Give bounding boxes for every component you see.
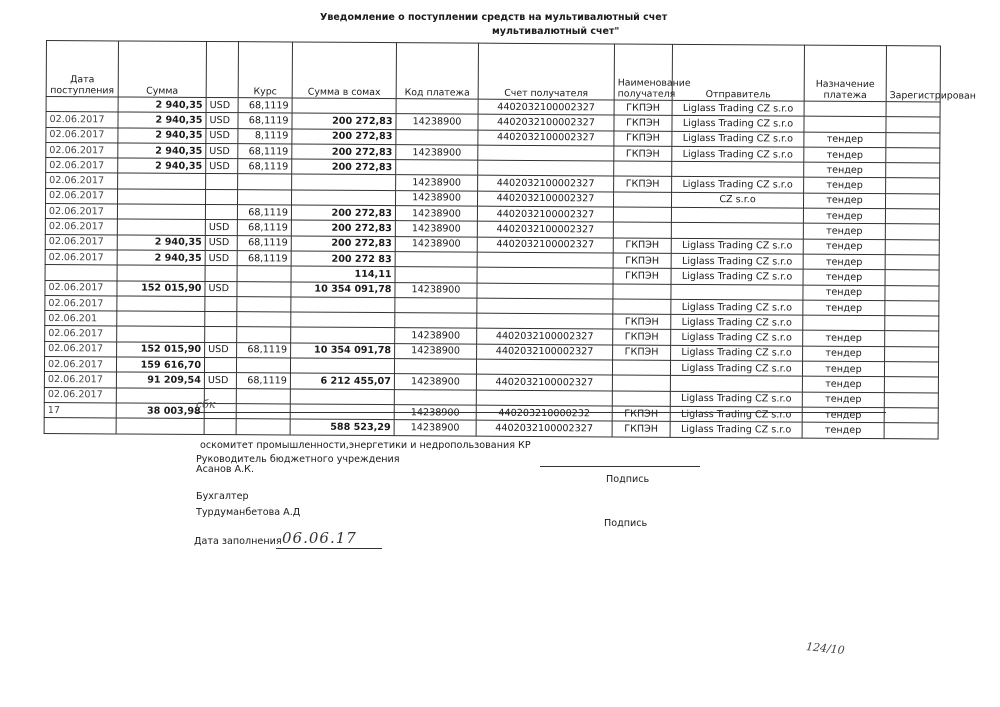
cell-date: 02.06.2017: [46, 127, 118, 143]
cell-amount: [117, 189, 205, 205]
column-header: Наименование получателя: [614, 44, 672, 100]
cell-purpose: тендер: [802, 407, 884, 423]
cell-payment-code: [396, 160, 478, 176]
cell-recipient-name: ГКПЭН: [614, 100, 672, 116]
cell-sum-som: [290, 358, 394, 374]
fill-date-value: 06.06.17: [282, 529, 357, 547]
column-header: Зарегистрирован: [886, 46, 940, 102]
cell-registered: [885, 331, 939, 347]
cell-recipient-name: ГКПЭН: [614, 115, 672, 131]
cell-sum-som: [291, 312, 395, 328]
cell-currency: USD: [205, 342, 237, 357]
cell-recipient-name: [613, 284, 671, 300]
cell-recipient-account: 4402032100002327: [476, 420, 612, 436]
cell-sum-som: 200 272,83: [292, 129, 396, 145]
cell-currency: USD: [205, 235, 237, 250]
column-header: Счет получателя: [478, 43, 614, 100]
cell-amount: 2 940,35: [118, 97, 206, 113]
cell-sender: Liglass Trading CZ s.r.o: [671, 330, 803, 346]
head-signature-label: Подпись: [606, 474, 650, 485]
cell-rate: [237, 327, 291, 343]
cell-rate: 68,1119: [236, 373, 290, 389]
cell-registered: [885, 300, 939, 316]
cell-purpose: тендер: [803, 224, 885, 240]
cell-sender: Liglass Trading CZ s.r.o: [671, 253, 803, 269]
cell-rate: 68,1119: [238, 144, 292, 160]
cell-recipient-account: 4402032100002327: [478, 114, 614, 130]
cell-registered: [886, 102, 940, 118]
cell-payment-code: 14238900: [394, 405, 476, 421]
cell-recipient-account: 4402032100002327: [477, 344, 613, 360]
cell-recipient-name: ГКПЭН: [614, 176, 672, 192]
cell-recipient-name: ГКПЭН: [612, 406, 670, 422]
cell-sum-som: [291, 297, 395, 313]
receipts-table: [44, 40, 976, 439]
column-header: Дата поступления: [46, 41, 118, 97]
cell-purpose: тендер: [802, 376, 884, 392]
column-header: Сумма в сомах: [292, 42, 396, 99]
cell-rate: 68,1119: [237, 235, 291, 251]
cell-recipient-account: 4402032100002327: [478, 99, 614, 115]
cell-amount: 152 015,90: [117, 342, 205, 358]
cell-registered: [885, 270, 939, 286]
cell-purpose: тендер: [804, 132, 886, 148]
head-signature-line: [540, 466, 700, 467]
cell-rate: 68,1119: [237, 220, 291, 236]
cell-purpose: тендер: [803, 346, 885, 362]
cell-amount: [117, 296, 205, 312]
cell-sender: CZ s.r.o: [671, 192, 803, 208]
accountant-name: Турдуманбетова А.Д: [196, 507, 301, 518]
cell-payment-code: 14238900: [395, 190, 477, 206]
cell-sum-som: 200 272,83: [292, 159, 396, 175]
cell-payment-code: 14238900: [395, 282, 477, 298]
cell-amount: 2 940,35: [117, 235, 205, 251]
cell-recipient-name: ГКПЭН: [613, 314, 671, 330]
cell-rate: [236, 388, 290, 404]
cell-date: 02.06.2017: [46, 112, 118, 128]
column-header: [206, 41, 238, 97]
cell-rate: 68,1119: [237, 251, 291, 267]
cell-date: 02.06.2017: [45, 295, 117, 311]
cell-currency: USD: [205, 220, 237, 235]
cell-amount: 91 209,54: [116, 372, 204, 388]
column-header: Назначение платежа: [804, 45, 886, 101]
cell-recipient-account: [478, 145, 614, 161]
cell-sum-som: [292, 174, 396, 190]
cell-currency: USD: [206, 159, 238, 174]
cell-sum-som: 10 354 091,78: [291, 343, 395, 359]
cell-amount: 38 003,98: [116, 403, 204, 419]
cell-sender: Liglass Trading CZ s.r.o: [670, 422, 802, 438]
cell-recipient-account: 4402032100002327: [478, 130, 614, 146]
cell-date: 02.06.2017: [46, 188, 118, 204]
cell-recipient-account: [478, 160, 614, 176]
cell-registered: [885, 285, 939, 301]
cell-recipient-name: ГКПЭН: [613, 329, 671, 345]
document-subtitle: мультивалютный счет": [492, 26, 620, 37]
cell-recipient-name: [613, 192, 671, 208]
cell-recipient-name: ГКПЭН: [613, 238, 671, 254]
cell-currency: [204, 358, 236, 373]
cell-payment-code: 14238900: [395, 328, 477, 344]
cell-currency: USD: [206, 128, 238, 143]
column-header: Сумма: [118, 41, 206, 98]
cell-registered: [884, 408, 938, 424]
cell-date: 02.06.2017: [46, 142, 118, 158]
cell-currency: USD: [206, 97, 238, 112]
cell-recipient-account: 4402032100002327: [478, 176, 614, 192]
cell-amount: 2 940,35: [118, 143, 206, 159]
cell-sender: Liglass Trading CZ s.r.o: [671, 269, 803, 285]
cell-recipient-account: [477, 298, 613, 314]
cell-payment-code: 14238900: [395, 206, 477, 222]
table-body: [44, 97, 940, 439]
cell-sum-som: [291, 327, 395, 343]
cell-currency: USD: [206, 143, 238, 158]
cell-payment-code: 14238900: [394, 374, 476, 390]
cell-sum-som: 200 272,83: [291, 205, 395, 221]
cell-currency: [205, 312, 237, 327]
column-header: Код платежа: [396, 43, 478, 99]
cell-registered: [884, 392, 938, 408]
cell-purpose: тендер: [804, 147, 886, 163]
cell-amount: 2 940,35: [118, 128, 206, 144]
cell-sum-som: [291, 190, 395, 206]
cell-rate: [236, 358, 290, 374]
accountant-title: Бухгалтер: [196, 491, 249, 502]
cell-payment-code: [394, 389, 476, 405]
cell-recipient-name: ГКПЭН: [614, 146, 672, 162]
cell-registered: [886, 132, 940, 148]
fill-date-label: Дата заполнения: [194, 536, 282, 547]
cell-registered: [886, 178, 940, 194]
cell-rate: [237, 189, 291, 205]
cell-purpose: тендер: [803, 239, 885, 255]
cell-recipient-account: [477, 313, 613, 329]
cell-registered: [885, 316, 939, 332]
margin-note: 124/10: [805, 640, 846, 657]
cell-amount: 159 616,70: [116, 357, 204, 373]
cell-currency: [205, 266, 237, 281]
cell-sum-som: 114,11: [291, 266, 395, 282]
accountant-signature-label: Подпись: [604, 518, 648, 529]
cell-registered: [885, 346, 939, 362]
cell-payment-code: [396, 99, 478, 115]
cell-amount: [117, 326, 205, 342]
cell-purpose: тендер: [803, 193, 885, 209]
cell-date: 02.06.2017: [46, 173, 118, 189]
cell-sender: Liglass Trading CZ s.r.o: [670, 360, 802, 376]
cell-sender: Liglass Trading CZ s.r.o: [670, 391, 802, 407]
cell-date: 02.06.2017: [45, 204, 117, 220]
cell-amount: [117, 311, 205, 327]
cell-registered: [885, 255, 939, 271]
cell-purpose: тендер: [804, 178, 886, 194]
cell-sender: Liglass Trading CZ s.r.o: [671, 314, 803, 330]
cell-recipient-name: [612, 360, 670, 376]
cell-recipient-account: [477, 267, 613, 283]
cell-rate: 8,1119: [238, 128, 292, 144]
cell-sender: Liglass Trading CZ s.r.o: [672, 116, 804, 132]
cell-recipient-name: [613, 207, 671, 223]
cell-purpose: тендер: [803, 208, 885, 224]
cell-registered: [886, 148, 940, 164]
cell-date: 02.06.2017: [45, 326, 117, 342]
cell-purpose: тендер: [803, 331, 885, 347]
cell-rate: [237, 297, 291, 313]
cell-recipient-account: 4402032100002327: [477, 329, 613, 345]
ministry-name: оскомитет промышленности,энергетики и недропользования КР: [200, 440, 531, 451]
cell-rate: [237, 281, 291, 297]
cell-recipient-account: [477, 252, 613, 268]
cell-date: 02.06.2017: [45, 280, 117, 296]
cell-sum-som: [290, 389, 394, 405]
cell-payment-code: 14238900: [396, 145, 478, 161]
cell-rate: 68,1119: [237, 205, 291, 221]
cell-amount: [117, 265, 205, 281]
cell-sender: [671, 207, 803, 223]
cell-payment-code: [395, 313, 477, 329]
cell-currency: [205, 296, 237, 311]
cell-sender: Liglass Trading CZ s.r.o: [670, 406, 802, 422]
cell-sender: [671, 284, 803, 300]
cell-date: 17: [44, 402, 116, 418]
cell-rate: 68,1119: [238, 98, 292, 114]
cell-purpose: тендер: [803, 285, 885, 301]
cell-registered: [885, 239, 939, 255]
table-header-row: [46, 41, 940, 102]
cell-registered: [885, 193, 939, 209]
document-title: Уведомление о поступлении средств на мультивалютный счет: [320, 12, 668, 23]
cell-sum-som: 6 212 455,07: [290, 373, 394, 389]
cell-sum-som: 200 272,83: [291, 236, 395, 252]
cell-recipient-name: ГКПЭН: [614, 131, 672, 147]
cell-registered: [884, 423, 938, 439]
cell-payment-code: 14238900: [396, 175, 478, 191]
cell-rate: 68,1119: [238, 159, 292, 175]
cell-currency: USD: [205, 250, 237, 265]
cell-recipient-name: ГКПЭН: [612, 421, 670, 437]
cell-currency: [205, 205, 237, 220]
cell-sum-som: 200 272,83: [292, 144, 396, 160]
cell-amount: [117, 219, 205, 235]
cell-sender: Liglass Trading CZ s.r.o: [671, 345, 803, 361]
cell-sender: Liglass Trading CZ s.r.o: [672, 100, 804, 116]
stamp-mark: сбк: [196, 398, 216, 411]
cell-amount: 2 940,35: [118, 112, 206, 128]
cell-recipient-account: 4402032100002327: [476, 374, 612, 390]
cell-sum-som: 200 272 83: [291, 251, 395, 267]
cell-purpose: тендер: [803, 254, 885, 270]
cell-recipient-account: 440203210000232: [476, 405, 612, 421]
cell-purpose: тендер: [803, 269, 885, 285]
cell-recipient-account: 4402032100002327: [477, 191, 613, 207]
cell-recipient-name: [613, 299, 671, 315]
cell-date: 02.06.2017: [45, 249, 117, 265]
cell-sum-som: 588 523,29: [290, 419, 394, 435]
cell-recipient-name: [614, 161, 672, 177]
cell-payment-code: [395, 297, 477, 313]
cell-date: [46, 97, 118, 113]
cell-rate: 68,1119: [238, 113, 292, 129]
cell-purpose: [804, 116, 886, 132]
cell-date: [45, 265, 117, 281]
cell-recipient-name: ГКПЭН: [613, 345, 671, 361]
cell-payment-code: 14238900: [395, 343, 477, 359]
cell-sender: [672, 162, 804, 178]
cell-currency: USD: [205, 281, 237, 296]
cell-sum-som: [292, 98, 396, 114]
cell-date: 02.06.2017: [46, 158, 118, 174]
cell-payment-code: [395, 252, 477, 268]
cell-date: 02.06.2017: [44, 372, 116, 388]
cell-purpose: тендер: [802, 361, 884, 377]
cell-currency: USD: [206, 113, 238, 128]
head-name: Асанов А.К.: [196, 464, 255, 475]
cell-date: [44, 418, 116, 434]
cell-sender: [671, 223, 803, 239]
cell-rate: [236, 419, 290, 435]
cell-rate: [237, 312, 291, 328]
cell-registered: [884, 362, 938, 378]
cell-payment-code: [395, 267, 477, 283]
cell-recipient-account: 4402032100002327: [477, 206, 613, 222]
cell-amount: 152 015,90: [117, 281, 205, 297]
head-title: Руководитель бюджетного учреждения: [196, 454, 400, 465]
cell-purpose: [803, 315, 885, 331]
cell-purpose: тендер: [802, 392, 884, 408]
receipts-table-wrap: [46, 40, 976, 436]
cell-date: 02.06.2017: [44, 387, 116, 403]
cell-sender: Liglass Trading CZ s.r.o: [672, 131, 804, 147]
cell-currency: [206, 174, 238, 189]
cell-registered: [884, 377, 938, 393]
cell-date: 02.06.201: [45, 311, 117, 327]
cell-recipient-name: [613, 222, 671, 238]
cell-recipient-name: [612, 375, 670, 391]
cell-currency: USD: [204, 373, 236, 388]
cell-sum-som: 200 272,83: [291, 220, 395, 236]
cell-date: 02.06.2017: [45, 341, 117, 357]
cell-amount: [118, 173, 206, 189]
cell-registered: [886, 163, 940, 179]
cell-amount: 2 940,35: [118, 158, 206, 174]
cell-amount: [117, 204, 205, 220]
cell-purpose: тендер: [804, 162, 886, 178]
cell-purpose: тендер: [802, 422, 884, 438]
cell-payment-code: [396, 129, 478, 145]
cell-recipient-name: ГКПЭН: [613, 268, 671, 284]
cell-recipient-account: 4402032100002327: [477, 222, 613, 238]
separator-line: [196, 412, 886, 413]
cell-payment-code: 14238900: [394, 420, 476, 436]
cell-date: 02.06.2017: [45, 219, 117, 235]
cell-currency: [205, 189, 237, 204]
cell-rate: [237, 266, 291, 282]
cell-sum-som: 10 354 091,78: [291, 282, 395, 298]
cell-date: 02.06.2017: [44, 357, 116, 373]
cell-recipient-account: [476, 390, 612, 406]
cell-registered: [886, 117, 940, 133]
cell-sender: Liglass Trading CZ s.r.o: [671, 238, 803, 254]
cell-payment-code: [394, 359, 476, 375]
cell-amount: [116, 418, 204, 434]
cell-date: 02.06.2017: [45, 234, 117, 250]
cell-payment-code: 14238900: [395, 221, 477, 237]
cell-recipient-account: [476, 359, 612, 375]
cell-recipient-account: 4402032100002327: [477, 237, 613, 253]
fill-date-line: [276, 548, 382, 549]
cell-payment-code: 14238900: [395, 236, 477, 252]
cell-payment-code: 14238900: [396, 114, 478, 130]
cell-sum-som: 200 272,83: [292, 113, 396, 129]
cell-purpose: [804, 101, 886, 117]
column-header: Курс: [238, 42, 292, 98]
cell-recipient-account: [477, 283, 613, 299]
cell-sender: Liglass Trading CZ s.r.o: [672, 177, 804, 193]
cell-amount: [116, 388, 204, 404]
cell-sender: [670, 376, 802, 392]
cell-registered: [885, 209, 939, 225]
column-header: Отправитель: [672, 44, 804, 101]
cell-rate: [238, 174, 292, 190]
cell-rate: 68,1119: [237, 342, 291, 358]
cell-sender: Liglass Trading CZ s.r.o: [672, 146, 804, 162]
cell-sender: Liglass Trading CZ s.r.o: [671, 299, 803, 315]
cell-registered: [885, 224, 939, 240]
cell-recipient-name: ГКПЭН: [613, 253, 671, 269]
cell-amount: 2 940,35: [117, 250, 205, 266]
cell-recipient-name: [612, 391, 670, 407]
cell-currency: [204, 419, 236, 434]
cell-currency: [205, 327, 237, 342]
cell-purpose: тендер: [803, 300, 885, 316]
